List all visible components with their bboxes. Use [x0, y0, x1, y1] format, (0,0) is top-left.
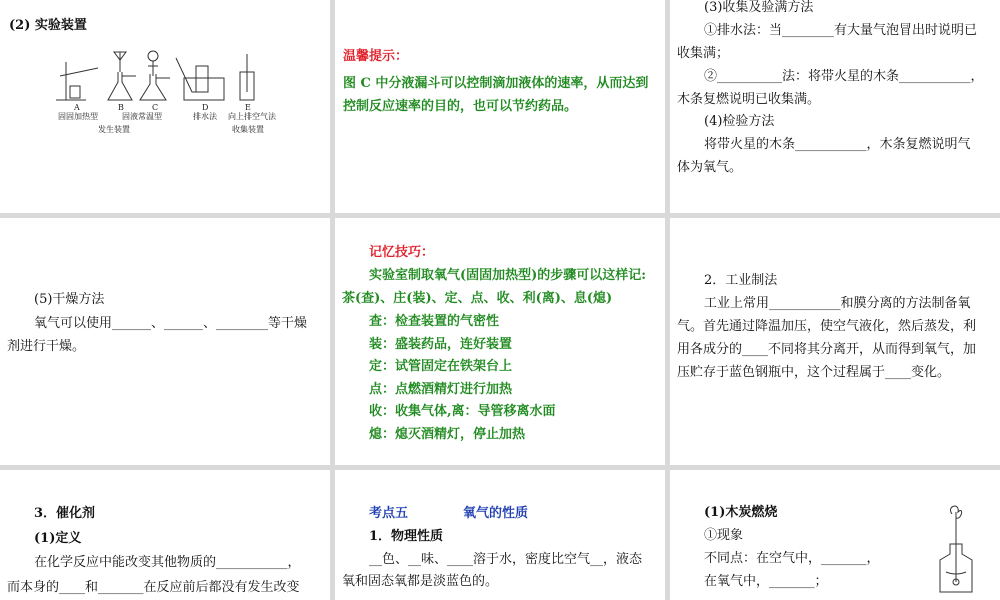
label-b: B [118, 103, 124, 112]
memory-line-6: 收：收集气体,离：导管移离水面 [369, 404, 556, 419]
label-d: D [202, 103, 209, 112]
tip-body: 图 C 中分液漏斗可以控制滴加液体的速率，从而达到控制反应速率的目的，也可以节约药品。 [343, 76, 649, 114]
p9-line-1: ①现象 [704, 528, 744, 543]
p3-line-6: 将带火星的木条___________，木条复燃说明气 [704, 137, 971, 152]
p4-line-0: (5)干燥方法 [34, 292, 105, 307]
apparatus-figure [0, 42, 330, 142]
p7-line-2: 在化学反应中能改变其他物质的___________， [34, 555, 301, 570]
caption-solid-heat: 固固加热型 [58, 112, 98, 121]
panel-memory [335, 218, 665, 465]
panel-tip [335, 0, 665, 213]
caption-collection: 收集装置 [232, 125, 264, 134]
panel-charcoal [670, 470, 1000, 600]
caption-solid-liquid: 固液常温型 [122, 112, 162, 121]
p8-line-0: 1．物理性质 [369, 529, 444, 544]
p3-line-7: 体为氧气。 [677, 160, 743, 175]
p4-line-2: 剂进行干燥。 [7, 339, 86, 354]
panel-catalyst [0, 470, 330, 600]
memory-line-0: 实验室制取氧气(固固加热型)的步骤可以这样记: [369, 268, 647, 283]
memory-line-1: 茶(查)、庄(装)、定、点、收、利(离)、息(熄) [342, 291, 613, 306]
panel-drying [0, 218, 330, 465]
p8-line-1: __色、__味、____溶于水，密度比空气__，液态 [369, 552, 643, 567]
memory-line-4: 定：试管固定在铁架台上 [369, 359, 513, 374]
p7-line-1: (1)定义 [34, 531, 82, 546]
p8-line-2: 氧和固态氧都是淡蓝色的。 [342, 574, 499, 589]
memory-line-7: 熄：熄灭酒精灯，停止加热 [369, 427, 526, 442]
panel-collection [670, 0, 1000, 213]
p4-line-1: 氧气可以使用______、______、________等干燥 [34, 316, 308, 331]
panel-apparatus [0, 0, 330, 213]
heading-apparatus: (2) 实验装置 [9, 18, 87, 33]
p6-line-2: 气。首先通过降温加压，使空气液化，然后蒸发，利 [677, 319, 977, 334]
topic-title: 氧气的性质 [463, 506, 529, 521]
memory-line-2: 查：检查装置的气密性 [369, 314, 500, 329]
p6-line-1: 工业上常用___________和膜分离的方法制备氧 [704, 296, 971, 311]
memory-line-5: 点：点燃酒精灯进行加热 [369, 382, 513, 397]
charcoal-bottle-figure [932, 502, 982, 597]
caption-upward-air: 向上排空气法 [228, 112, 276, 121]
p7-line-3: 而本身的____和_______在反应前后都没有发生改变 [7, 580, 300, 595]
p3-line-3: ②__________法：将带火星的木条___________， [704, 69, 984, 84]
caption-generation: 发生装置 [98, 125, 130, 134]
p9-line-3: 在氧气中，_______； [704, 574, 828, 589]
panel-properties [335, 470, 665, 600]
label-e: E [245, 103, 251, 112]
memory-title: 记忆技巧： [369, 245, 435, 260]
p7-line-0: 3．催化剂 [34, 506, 96, 521]
p9-line-2: 不同点：在空气中，_______， [704, 551, 880, 566]
p6-line-3: 用各成分的____不同将其分离开，从而得到氧气，加 [677, 342, 977, 357]
p3-line-2: 收集满； [677, 46, 730, 61]
panel-industrial [670, 218, 1000, 465]
p3-line-1: ①排水法：当________有大量气泡冒出时说明已 [704, 23, 978, 38]
p6-line-0: 2．工业制法 [704, 273, 778, 288]
tip-title: 温馨提示： [343, 49, 409, 64]
label-c: C [152, 103, 159, 112]
memory-line-3: 装：盛装药品，连好装置 [369, 337, 513, 352]
p3-line-5: (4)检验方法 [704, 114, 775, 129]
label-a: A [74, 103, 80, 112]
topic-number: 考点五 [369, 506, 409, 521]
p9-line-0: (1)木炭燃烧 [704, 505, 778, 520]
p3-line-4: 木条复燃说明已收集满。 [677, 92, 821, 107]
p3-line-0: (3)收集及验满方法 [704, 0, 814, 15]
caption-water: 排水法 [193, 112, 217, 121]
p6-line-4: 压贮存于蓝色钢瓶中，这个过程属于____变化。 [677, 365, 951, 380]
